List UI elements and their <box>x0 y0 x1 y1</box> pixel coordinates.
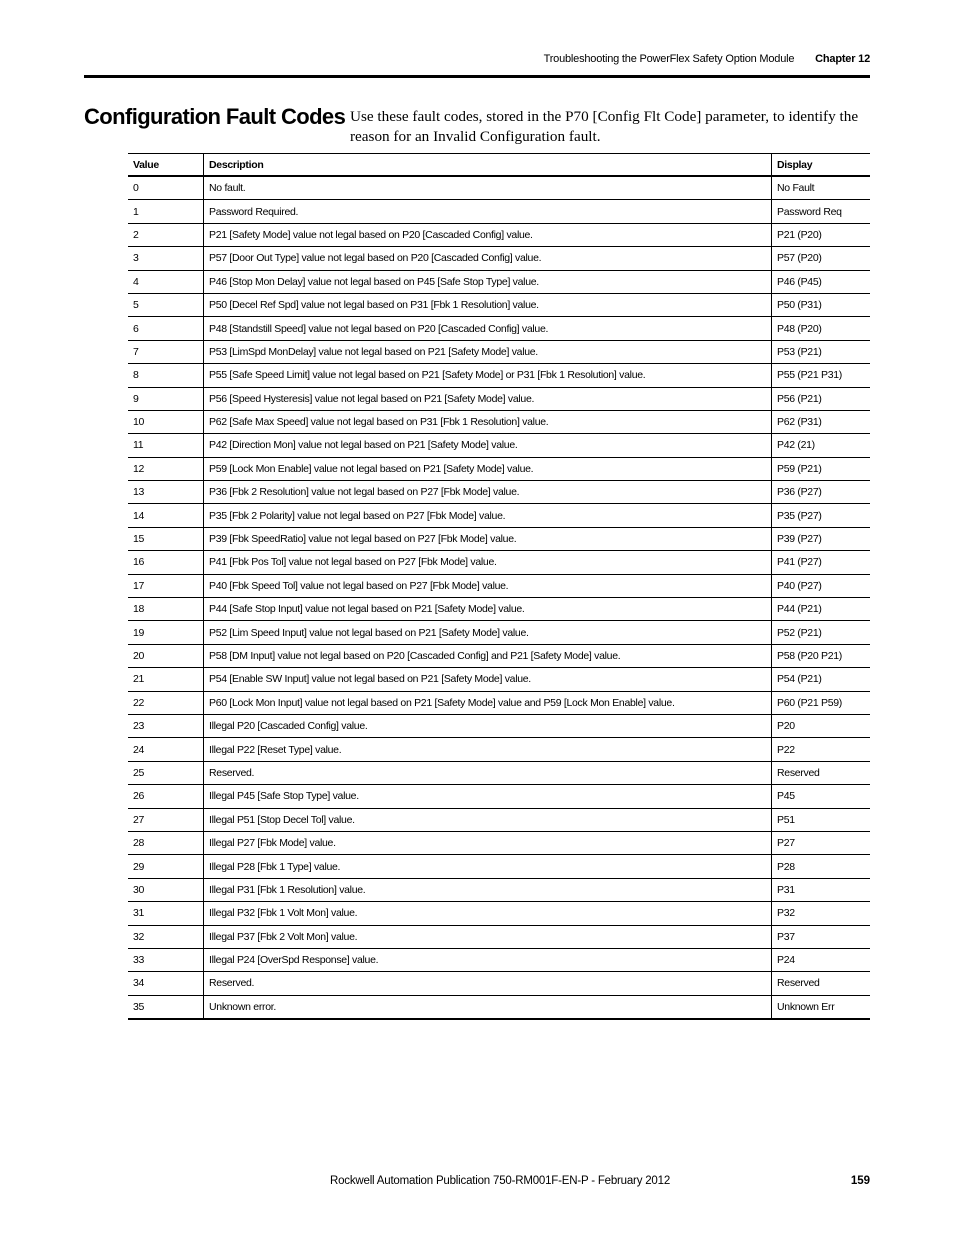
cell-description: P62 [Safe Max Speed] value not legal based on P31 [Fbk 1 Resolution] value. <box>204 410 772 433</box>
cell-description: P57 [Door Out Type] value not legal based on P20 [Cascaded Config] value. <box>204 247 772 270</box>
cell-value: 15 <box>128 527 204 550</box>
cell-value: 24 <box>128 738 204 761</box>
cell-description: P40 [Fbk Speed Tol] value not legal based on P27 [Fbk Mode] value. <box>204 574 772 597</box>
table-row <box>128 925 870 948</box>
cell-display: P59 (P21) <box>772 457 871 480</box>
table-row <box>128 902 870 925</box>
table-row <box>128 855 870 878</box>
fault-codes-table <box>128 153 870 1020</box>
cell-display: P40 (P27) <box>772 574 871 597</box>
header-section-title: Troubleshooting the PowerFlex Safety Option Module <box>543 53 795 65</box>
table-row <box>128 761 870 784</box>
cell-display: No Fault <box>772 176 871 200</box>
table-row <box>128 340 870 363</box>
cell-description: Illegal P32 [Fbk 1 Volt Mon] value. <box>204 902 772 925</box>
cell-value: 8 <box>128 364 204 387</box>
table-row <box>128 831 870 854</box>
cell-display: P46 (P45) <box>772 270 871 293</box>
cell-display: P56 (P21) <box>772 387 871 410</box>
table-row <box>128 738 870 761</box>
cell-display: Reserved <box>772 761 871 784</box>
cell-value: 14 <box>128 504 204 527</box>
intro-paragraph: Use these fault codes, stored in the P70 [Config Flt Code] parameter, to identify the reason for an Invalid Configuration fault. <box>350 108 859 145</box>
table-row <box>128 200 870 223</box>
cell-value: 17 <box>128 574 204 597</box>
table-row <box>128 808 870 831</box>
column-header-display: Display <box>772 154 871 177</box>
cell-value: 18 <box>128 598 204 621</box>
cell-description: P44 [Safe Stop Input] value not legal based on P21 [Safety Mode] value. <box>204 598 772 621</box>
header-chapter: Chapter 12 <box>815 53 870 65</box>
cell-description: Illegal P22 [Reset Type] value. <box>204 738 772 761</box>
section-title: Configuration Fault Codes <box>84 104 346 129</box>
cell-description: Illegal P20 [Cascaded Config] value. <box>204 714 772 737</box>
cell-display: P44 (P21) <box>772 598 871 621</box>
cell-display: Password Req <box>772 200 871 223</box>
cell-display: P55 (P21 P31) <box>772 364 871 387</box>
cell-display: P48 (P20) <box>772 317 871 340</box>
cell-display: P31 <box>772 878 871 901</box>
table-row <box>128 481 870 504</box>
cell-display: P21 (P20) <box>772 223 871 246</box>
cell-description: Password Required. <box>204 200 772 223</box>
column-header-value: Value <box>128 154 204 177</box>
cell-description: P42 [Direction Mon] value not legal based on P21 [Safety Mode] value. <box>204 434 772 457</box>
cell-value: 35 <box>128 995 204 1019</box>
cell-display: P52 (P21) <box>772 621 871 644</box>
cell-description: Illegal P28 [Fbk 1 Type] value. <box>204 855 772 878</box>
cell-value: 20 <box>128 644 204 667</box>
cell-value: 4 <box>128 270 204 293</box>
cell-description: P52 [Lim Speed Input] value not legal based on P21 [Safety Mode] value. <box>204 621 772 644</box>
cell-value: 30 <box>128 878 204 901</box>
cell-description: Reserved. <box>204 972 772 995</box>
cell-description: Illegal P45 [Safe Stop Type] value. <box>204 785 772 808</box>
table-row <box>128 574 870 597</box>
cell-display: P45 <box>772 785 871 808</box>
cell-value: 3 <box>128 247 204 270</box>
table-row <box>128 785 870 808</box>
table-row <box>128 247 870 270</box>
cell-description: P35 [Fbk 2 Polarity] value not legal based on P27 [Fbk Mode] value. <box>204 504 772 527</box>
cell-display: Reserved <box>772 972 871 995</box>
cell-value: 13 <box>128 481 204 504</box>
cell-description: P41 [Fbk Pos Tol] value not legal based on P27 [Fbk Mode] value. <box>204 551 772 574</box>
table-row <box>128 644 870 667</box>
cell-display: P39 (P27) <box>772 527 871 550</box>
cell-display: P37 <box>772 925 871 948</box>
table-row <box>128 223 870 246</box>
cell-value: 33 <box>128 948 204 971</box>
table-row <box>128 504 870 527</box>
cell-display: P20 <box>772 714 871 737</box>
cell-value: 25 <box>128 761 204 784</box>
table-row <box>128 995 870 1019</box>
cell-display: P54 (P21) <box>772 668 871 691</box>
cell-description: P53 [LimSpd MonDelay] value not legal based on P21 [Safety Mode] value. <box>204 340 772 363</box>
cell-display: P51 <box>772 808 871 831</box>
column-header-description: Description <box>204 154 772 177</box>
cell-description: Illegal P27 [Fbk Mode] value. <box>204 831 772 854</box>
cell-description: P55 [Safe Speed Limit] value not legal based on P21 [Safety Mode] or P31 [Fbk 1 Resolution] value. <box>204 364 772 387</box>
cell-value: 0 <box>128 176 204 200</box>
cell-value: 28 <box>128 831 204 854</box>
table-row <box>128 364 870 387</box>
cell-display: P24 <box>772 948 871 971</box>
table-row <box>128 878 870 901</box>
table-row <box>128 176 870 200</box>
cell-value: 29 <box>128 855 204 878</box>
cell-description: P36 [Fbk 2 Resolution] value not legal based on P27 [Fbk Mode] value. <box>204 481 772 504</box>
table-row <box>128 270 870 293</box>
cell-value: 9 <box>128 387 204 410</box>
publication-footer: Rockwell Automation Publication 750-RM001F-EN-P - February 2012 <box>330 1175 671 1187</box>
cell-display: P50 (P31) <box>772 293 871 316</box>
cell-value: 31 <box>128 902 204 925</box>
table-row <box>128 948 870 971</box>
cell-display: P42 (21) <box>772 434 871 457</box>
cell-display: P35 (P27) <box>772 504 871 527</box>
cell-description: P58 [DM Input] value not legal based on P20 [Cascaded Config] and P21 [Safety Mode] value. <box>204 644 772 667</box>
cell-description: P54 [Enable SW Input] value not legal based on P21 [Safety Mode] value. <box>204 668 772 691</box>
table-row <box>128 457 870 480</box>
table-row <box>128 972 870 995</box>
header-rule <box>84 75 870 78</box>
cell-description: Reserved. <box>204 761 772 784</box>
table-row <box>128 598 870 621</box>
cell-description: P59 [Lock Mon Enable] value not legal based on P21 [Safety Mode] value. <box>204 457 772 480</box>
cell-value: 22 <box>128 691 204 714</box>
cell-description: P21 [Safety Mode] value not legal based on P20 [Cascaded Config] value. <box>204 223 772 246</box>
cell-value: 7 <box>128 340 204 363</box>
cell-value: 19 <box>128 621 204 644</box>
table-row <box>128 410 870 433</box>
cell-value: 26 <box>128 785 204 808</box>
cell-description: P60 [Lock Mon Input] value not legal based on P21 [Safety Mode] value and P59 [Lock Mon Enable] value. <box>204 691 772 714</box>
cell-display: P53 (P21) <box>772 340 871 363</box>
cell-description: P46 [Stop Mon Delay] value not legal based on P45 [Safe Stop Type] value. <box>204 270 772 293</box>
cell-display: P60 (P21 P59) <box>772 691 871 714</box>
table-row <box>128 714 870 737</box>
table-row <box>128 317 870 340</box>
cell-display: P62 (P31) <box>772 410 871 433</box>
cell-value: 10 <box>128 410 204 433</box>
cell-description: P39 [Fbk SpeedRatio] value not legal based on P27 [Fbk Mode] value. <box>204 527 772 550</box>
table-row <box>128 551 870 574</box>
cell-value: 2 <box>128 223 204 246</box>
cell-display: P41 (P27) <box>772 551 871 574</box>
table-row <box>128 387 870 410</box>
cell-display: Unknown Err <box>772 995 871 1019</box>
page-number: 159 <box>850 1175 870 1187</box>
table-row <box>128 691 870 714</box>
running-header <box>544 53 870 65</box>
table-row <box>128 293 870 316</box>
cell-value: 32 <box>128 925 204 948</box>
cell-value: 34 <box>128 972 204 995</box>
cell-display: P36 (P27) <box>772 481 871 504</box>
cell-description: Illegal P31 [Fbk 1 Resolution] value. <box>204 878 772 901</box>
cell-display: P57 (P20) <box>772 247 871 270</box>
cell-description: P50 [Decel Ref Spd] value not legal based on P31 [Fbk 1 Resolution] value. <box>204 293 772 316</box>
cell-value: 12 <box>128 457 204 480</box>
cell-display: P58 (P20 P21) <box>772 644 871 667</box>
cell-value: 5 <box>128 293 204 316</box>
cell-display: P27 <box>772 831 871 854</box>
table-body <box>128 176 870 1019</box>
cell-value: 27 <box>128 808 204 831</box>
table-row <box>128 527 870 550</box>
cell-display: P22 <box>772 738 871 761</box>
cell-value: 16 <box>128 551 204 574</box>
cell-description: P48 [Standstill Speed] value not legal based on P20 [Cascaded Config] value. <box>204 317 772 340</box>
cell-value: 11 <box>128 434 204 457</box>
cell-value: 1 <box>128 200 204 223</box>
cell-value: 6 <box>128 317 204 340</box>
table-row <box>128 621 870 644</box>
cell-description: Illegal P37 [Fbk 2 Volt Mon] value. <box>204 925 772 948</box>
cell-description: Illegal P24 [OverSpd Response] value. <box>204 948 772 971</box>
cell-value: 23 <box>128 714 204 737</box>
table-header-row <box>128 154 870 177</box>
cell-display: P32 <box>772 902 871 925</box>
cell-description: Illegal P51 [Stop Decel Tol] value. <box>204 808 772 831</box>
cell-value: 21 <box>128 668 204 691</box>
cell-display: P28 <box>772 855 871 878</box>
cell-description: Unknown error. <box>204 995 772 1019</box>
cell-description: P56 [Speed Hysteresis] value not legal based on P21 [Safety Mode] value. <box>204 387 772 410</box>
table-row <box>128 668 870 691</box>
table-row <box>128 434 870 457</box>
cell-description: No fault. <box>204 176 772 200</box>
